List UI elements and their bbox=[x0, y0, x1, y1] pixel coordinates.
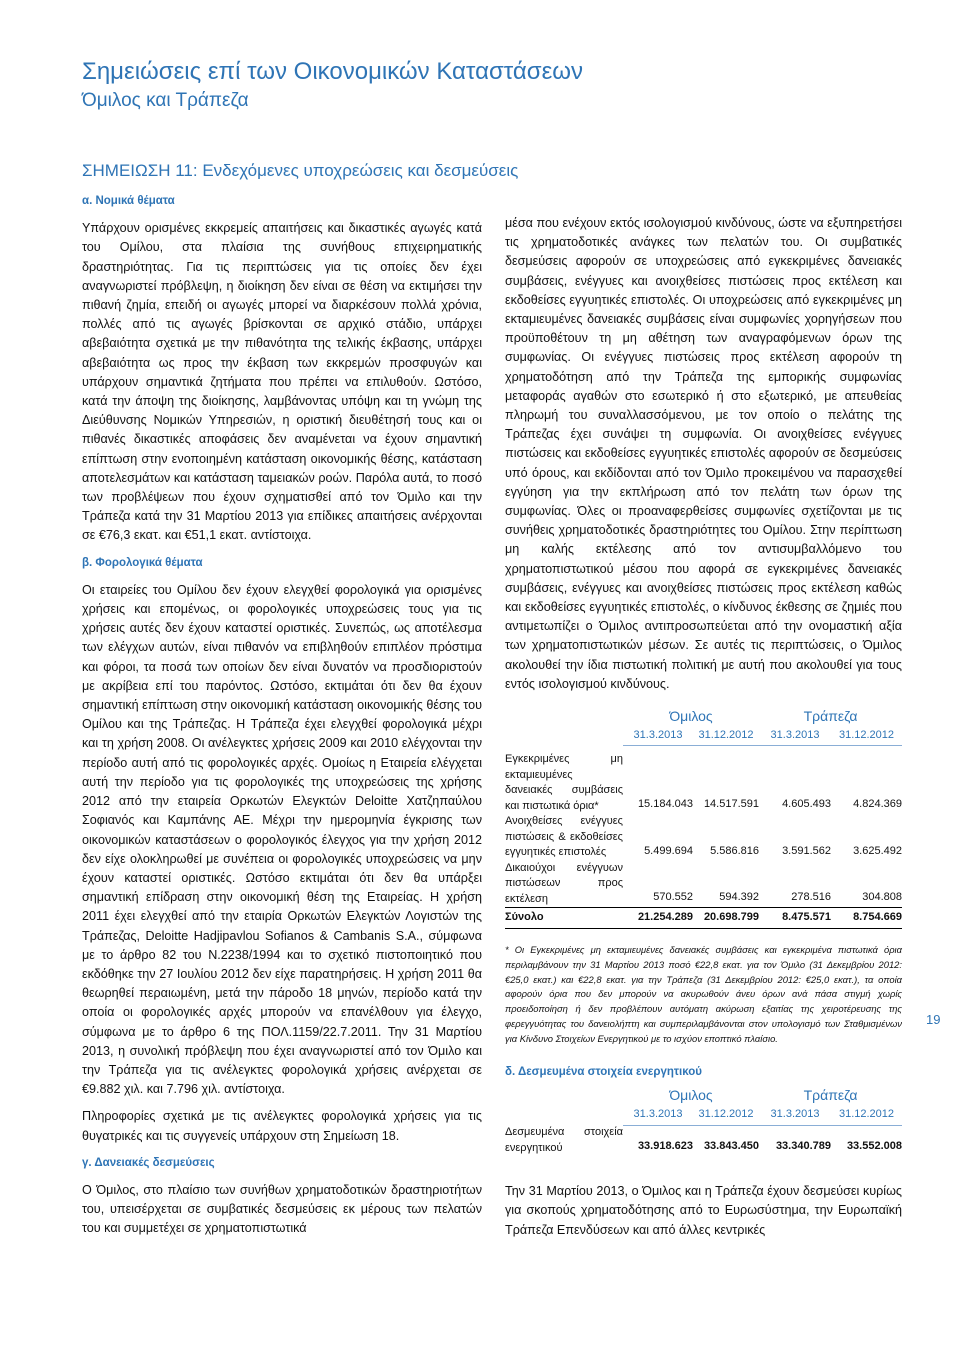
section-c-heading: γ. Δανειακές δεσμεύσεις bbox=[82, 1156, 215, 1169]
left-column bbox=[82, 192, 482, 1239]
cell-value: 5.586.816 bbox=[710, 844, 759, 857]
section-b-paragraph: Οι εταιρείες του Ομίλου δεν έχουν ελεγχθεί φορολογικά για ορισμένες χρήσεις και επομένως, οι φορολογικές υποχρεώσεις τους για τις χρήσεις αυτές δεν έχουν καταστεί οριστικές. Συνεπώς, ως αποτέλεσμα των ελέγχων αυτών, είναι πιθανόν να επιβληθούν επιπλέον πρόστιμα και φόροι, τα ποσά των οποίων δεν είναι δυνατόν να προσδιοριστούν με ακρίβεια επί του παρόντος. Ωστόσο, εκτιμάται ότι δεν θα έχουν σημαντική επίπτωση στην οικονομική κατάσταση οικονομικής θέσης του Ομίλου και της Τράπεζας. Η Τράπεζα έχει ελεγχθεί φορολογικά μέχρι και τη χρήση 2008. Οι ανέλεγκτες χρήσεις 2009 και 2010 ελέγχονται την περίοδο αυτή από τις φορολογικές αρχές. Ομοίως η Εταιρεία ελέγχεται αυτή την περίοδο για τις φορολογικές της υποχρεώσεις της χρήσης 2012 από την εταιρεία Ορκωτών Ελεγκτών Deloitte Χατζηπαύλου Σοφιανός και Καμπάνης ΑΕ. Μέχρι την ημερομηνία έγκρισης των οικονομικών καταστάσεων ο φορολογικός έλεγχος για την χρήση 2012 δεν είχε ολοκληρωθεί με συνέπεια οι φορολογικές υποχρεώσεις να μην έχουν καταστεί οριστικές. Ωστόσο εκτιμάται ότι δεν θα υπάρξει σημαντική επίδραση στην οικονομική θέση της Εταιρείας. Η χρήση 2011 έχει ελεγχθεί από την εταιρία Ορκωτών Ελεγκτών Λογιστών της Τράπεζας, Deloitte Hadjipavlou Sofianos & Cambanis S.A., σύμφωνα με το άρθρο 82 του Ν.2238/1994 και το σχετικό πιστοποιητικό που εκδόθηκε την 27 Ιουλίου 2012 δεν είχε παρατηρήσεις. Η χρήση 2011 θα θεωρηθεί περαιωμένη, μετά την πάροδο 18 μηνών, περίοδο κατά την οποία οι φορολογικές αρχές μπορούν να επανέλθουν για έλεγχο, σύμφωνα με το άρθρο 6 της ΠΟΛ.1159/22.7.2011. Την 31 Μαρτίου 2013, η συνολική πρόβλεψη που έχει αναγνωριστεί από τον Όμιλο και την Τράπεζα για τις ανέλεγκτες φορολογικά χρήσεις ανέρχεται σε €9.882 χιλ. και 7.796 χιλ. αντίστοιχα. bbox=[82, 582, 482, 1097]
cell-value: 5.499.694 bbox=[644, 844, 693, 857]
section-c-paragraph-continued: μέσα που ενέχουν εκτός ισολογισμού κινδύνους, ώστε να εξυπηρετήσει τις χρηματοδοτικές ανάγκες των πελατών του. Οι συμβατικές δεσμεύσεις αφορούν σε υποχρεώσεις από εγκεκριμένες δανειακές συμβάσεις, ενέγγυες και ανοιχθείσες πιστώσεις προς εκτέλεση και εκδοθείσες εγγυητικές επιστολές. Οι υποχρεώσεις από εγκεκριμένες μη εκταμιευμένες δανειακές συμβάσεις είναι συμφωνίες χορηγήσεων που προϋποθέτουν τη μη αθέτηση των αναγραφόμενων όρων της συμφωνίας. Οι ενέγγυες πιστώσεις προς εκτέλεση αφορούν τη χρηματοδότηση από την Τράπεζα της εμπορικής συμφωνίας μεταφοράς αγαθών στο εσωτερικό ή στο εξωτερικό, με απευθείας πληρωμή του συναλλασσόμενου, με τον οποίο ο πελάτης της Τράπεζας έχει συνάψει τη συμφωνία. Οι ανοιχθείσες ενέγγυες πιστώσεις και εκδοθείσες εγγυητικές επιστολές αφορούν σε δεσμεύσεις υπό όρους, και εκδίδονται από τον Όμιλο προκειμένου να παρασχεθεί εγγύηση για την εκπλήρωση από τον πελάτη των όρων της συμφωνίας. Όλες οι προαναφερθείσες συμφωνίες σχετίζονται με τις συνήθεις χρηματοδοτικές δραστηριότητες του Ομίλου. Στην περίπτωση μη καλής εκτέλεσης από τον αντισυμβαλλόμενο του χρηματοπιστωτικού μέσου που αφορά σε εγκεκριμένες δανειακές συμβάσεις, ενέγγυες και ανοιχθείσες πιστώσεις προς εκτέλεση καθώς και εκδοθείσες εγγυητικές επιστολές, ο κίνδυνος έκθεσης σε ζημιές που αντιμετωπίζει ο Όμιλος αντιπροσωπεύεται από την ονομαστική αξία των χρηματοπιστωτικών μέσων. Σε αυτές τις περιπτώσεις, ο Όμιλος ακολουθεί την ίδια πιστωτική πολιτική με αυτή που ακολουθεί για τους εντός ισολογισμού κινδύνους. bbox=[505, 216, 902, 691]
date-header: 31.3.2013 bbox=[623, 726, 693, 746]
section-d-paragraph: Την 31 Μαρτίου 2013, ο Όμιλος και η Τράπεζα έχουν δεσμεύσει κυρίως για σκοπούς χρηματοδότησης από το Ευρωσύστημα, την Ευρωπαϊκή Τράπεζα Επενδύσεων και από άλλες κεντρικές bbox=[505, 1184, 902, 1237]
cell-value: 278.516 bbox=[791, 891, 831, 904]
section-c-paragraph: Ο Όμιλος, στο πλαίσιο των συνήθων χρηματοδοτικών δραστηριοτήτων του, υπεισέρχεται σε συμβατικές δεσμεύσεις εκ μέρους των πελατών του και συμμετέχει σε χρηματοπιστωτικά bbox=[82, 1182, 482, 1236]
section-b-heading: β. Φορολογικά θέματα bbox=[82, 556, 203, 569]
total-value: 8.754.669 bbox=[831, 908, 902, 928]
page-header-title: Σημειώσεις επί των Οικονομικών Καταστάσεων bbox=[82, 58, 584, 85]
section-a-paragraph: Υπάρχουν ορισμένες εκκρεμείς απαιτήσεις και δικαστικές αγωγές κατά του Ομίλου, στα πλαίσια της συνήθους επιχειρηματικής δραστηριότητας. Για τις περιπτώσεις για τις οποίες δεν έχει αναγνωριστεί πρόβλεψη, η διοίκηση δεν είναι σε θέση να εκτιμήσει την πιθανή ζημία, επειδή οι αγωγές μπορεί να διαρκέσουν πολλά χρόνια, πολλές από τις αγωγές βρίσκονται σε αρχικό στάδιο, υπάρχει αβεβαιότητα σχετικά με την πιθανότητα της τελικής έκβασης, υπάρχει αβεβαιότητα ως προς την έκβαση των εκκρεμών προσφυγών και υπάρχουν σημαντικά ζητήματα που πρέπει να επιλυθούν. Ωστόσο, κατά την άποψη της διοίκησης, λαμβάνοντας υπόψη και τη γνώμη της Διεύθυνσης Νομικών Υπηρεσιών, η οριστική διευθέτησή τους και οι πιθανές δικαστικές αποφάσεις δεν αναμένεται να έχουν σημαντική επίπτωση στην ενοποιημένη κατάσταση οικονομικής θέσης, κατάσταση αποτελεσμάτων και κατάσταση ταμειακών ροών. Παρόλα αυτά, το ποσό των προβλέψεων που έχουν σχηματισθεί από τον Όμιλο και την Τράπεζα κατά την 31 Μαρτίου 2013 για επίδικες απαιτήσεις ανέρχονται σε €76,3 εκατ. και €51,1 εκατ. αντίστοιχα. bbox=[82, 221, 482, 543]
total-label: Σύνολο bbox=[505, 908, 623, 928]
cell-value: 15.184.043 bbox=[637, 798, 693, 811]
cell-value: 14.517.591 bbox=[703, 798, 759, 811]
section-d-heading: δ. Δεσμευμένα στοιχεία ενεργητικού bbox=[505, 1066, 702, 1079]
cell-value: 4.824.369 bbox=[853, 798, 902, 811]
cell-value: 33.340.789 bbox=[775, 1139, 831, 1152]
table-row bbox=[505, 861, 902, 908]
cell-value: 33.918.623 bbox=[637, 1139, 693, 1152]
cell-value: 3.591.562 bbox=[782, 844, 831, 857]
commitments-table bbox=[505, 707, 902, 929]
cell-value: 594.392 bbox=[719, 891, 759, 904]
page-header-subtitle: Όμιλος και Τράπεζα bbox=[82, 90, 249, 111]
group-header: Όμιλος bbox=[669, 708, 713, 725]
total-value: 20.698.799 bbox=[693, 908, 759, 928]
note-title: ΣΗΜΕΙΩΣΗ 11: Ενδεχόμενες υποχρεώσεις και δεσμεύσεις bbox=[82, 161, 519, 180]
section-a-heading: α. Νομικά θέματα bbox=[82, 195, 175, 207]
bank-header: Τράπεζα bbox=[803, 1087, 858, 1104]
row-label: Εγκεκριμένες μη εκταμιευμένες δανειακές συμβάσεις και πιστωτικά όρια* bbox=[505, 753, 623, 812]
date-header: 31.3.2013 bbox=[759, 726, 831, 746]
table-row bbox=[505, 814, 902, 861]
row-label: Δικαιούχοι ενέγγυων πιστώσεων προς εκτέλεση bbox=[505, 861, 623, 905]
table-row bbox=[505, 752, 902, 814]
total-value: 21.254.289 bbox=[623, 908, 693, 928]
date-header: 31.12.2012 bbox=[693, 1105, 759, 1125]
table-total-row bbox=[505, 908, 902, 928]
cell-value: 33.552.008 bbox=[846, 1139, 902, 1152]
cell-value: 304.808 bbox=[862, 891, 902, 904]
right-column bbox=[505, 214, 902, 1240]
section-b-paragraph-2: Πληροφορίες σχετικά με τις ανέλεγκτες φορολογικά χρήσεις για τις θυγατρικές και τις συγγενείς υπάρχουν στη Σημείωση 18. bbox=[82, 1109, 482, 1143]
total-value: 8.475.571 bbox=[759, 908, 831, 928]
table-row bbox=[505, 1125, 902, 1156]
group-header: Όμιλος bbox=[669, 1087, 713, 1104]
cell-value: 3.625.492 bbox=[853, 844, 902, 857]
row-label: Δεσμευμένα στοιχεία ενεργητικού bbox=[505, 1126, 623, 1154]
bank-header: Τράπεζα bbox=[803, 708, 858, 725]
cell-value: 33.843.450 bbox=[703, 1139, 759, 1152]
date-header: 31.3.2013 bbox=[759, 1105, 831, 1125]
table-footnote: * Οι Εγκεκριμένες μη εκταμιευμένες δανειακές συμβάσεις και εγκεκριμένα πιστωτικά όρια περιλαμβάνουν την 31 Μαρτίου 2013 ποσό €22,8 εκατ. για τον Όμιλο (31 Δεκεμβρίου 2012: €25,0 εκατ.) και €22,8 εκατ. για την Τράπεζα (31 Δεκεμβρίου 2012: €25,0 εκατ.), τα οποία αφορούν όρια που δεν μπορούν να ακυρωθούν άνευ όρων ανά πάσα στιγμή χωρίς προειδοποίηση ή δεν προβλέπουν αυτόματη ακύρωση εξαιτίας της χειροτέρευσης της φερεγγυότητας του δανειολήπτη και συμπεριλαμβάνονται στον υπολογισμό των Σταθμισμένων για Κίνδυνο Στοιχείων Ενεργητικού με το ισχύον εποπτικό πλαίσιο. bbox=[505, 943, 902, 1045]
cell-value: 4.605.493 bbox=[782, 798, 831, 811]
date-header: 31.12.2012 bbox=[831, 1105, 902, 1125]
pledged-assets-table bbox=[505, 1086, 902, 1156]
date-header: 31.12.2012 bbox=[831, 726, 902, 746]
row-label: Ανοιχθείσες ενέγγυες πιστώσεις & εκδοθείσες εγγυητικές επιστολές bbox=[505, 815, 623, 859]
date-header: 31.12.2012 bbox=[693, 726, 759, 746]
page-number: 19 bbox=[926, 1012, 941, 1027]
cell-value: 570.552 bbox=[653, 891, 693, 904]
date-header: 31.3.2013 bbox=[623, 1105, 693, 1125]
